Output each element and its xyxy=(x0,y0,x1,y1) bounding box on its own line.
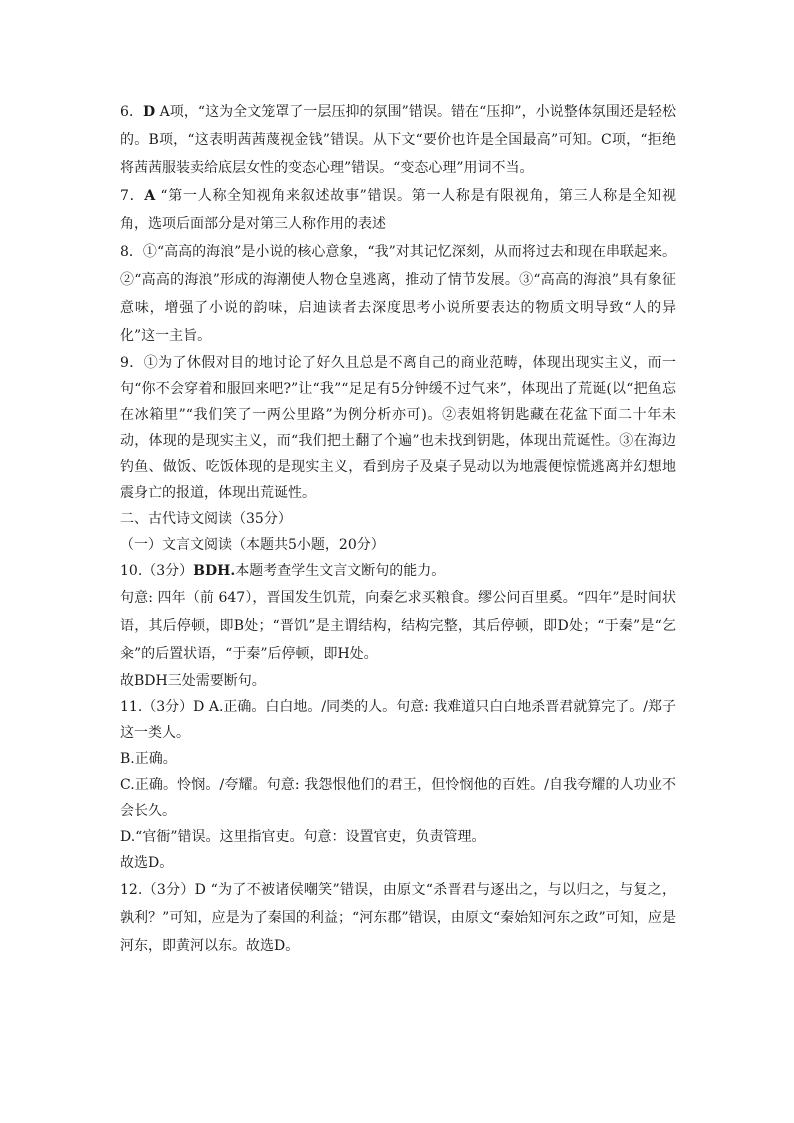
answer-11-b: B.正确。 xyxy=(120,751,177,767)
answer-8: 8．①“高高的海浪”是小说的核心意象，“我”对其记忆深刻，从而将过去和现在串联起来。②“高高的海浪”形成的海潮使人物仓皇逃离，推动了情节发展。③“高高的海浪”具有象征意味，增强了小说的韵味，启迪读者去深度思考小说所要表达的物质文明导致“人的异化”这一主旨。 xyxy=(120,244,676,344)
question-number: 7． xyxy=(120,188,145,204)
answer-11-a: 11.（3分）D A.正确。白白地。/同类的人。句意: 我难道只白白地杀晋君就算完了。/郑子这一类人。 xyxy=(120,699,677,741)
answer-explanation: 本题考查学生文言文断句的能力。 xyxy=(235,563,446,579)
answer-content xyxy=(120,98,676,960)
answer-explanation: A项，“这为全文笼罩了一层压抑的氛围”错误。错在“压抑”，小说整体氛围还是轻松的。B项，“这表明茜茜蔑视金钱”错误。从下文“要价也许是全国最高”可知。C项，“拒绝将茜茜服装卖给底层女性的变态心理”错误。“变态心理”用词不当。 xyxy=(120,104,676,176)
subsection-title: （一）文言文阅读（本题共5小题，20分） xyxy=(120,537,385,553)
answer-10-conclusion: 故BDH三处需要断句。 xyxy=(120,673,266,689)
answer-9: 9．①为了休假对目的地讨论了好久且总是不离自己的商业范畴，体现出现实主义，而一句“你不会穿着和服回来吧?”让“我”“足足有5分钟缓不过气来”，体现出了荒诞(以“把鱼忘在冰箱里”“我们笑了一两公里路”为例分析亦可)。②表姐将钥匙藏在花盆下面二十年未动，体现的是现实主义，而“我们把土翻了个遍”也未找到钥匙，体现出荒诞性。③在海边钓鱼、做饭、吃饭体现的是现实主义，看到房子及桌子晃动以为地震便惊慌逃离并幻想地震身亡的报道，体现出荒诞性。 xyxy=(120,355,676,501)
answer-6 xyxy=(120,98,676,182)
answer-explanation: “第一人称全知视角来叙述故事”错误。第一人称是有限视角，第三人称是全知视角，选项后面部分是对第三人称作用的表述 xyxy=(120,188,676,232)
answer-7 xyxy=(120,182,676,238)
question-number: 10.（3分） xyxy=(120,563,194,579)
section-title: 二、古代诗文阅读（35分） xyxy=(120,511,292,527)
answer-10-body: 句意: 四年（前 647），晋国发生饥荒，向秦乞求买粮食。缪公问百里奚。“四年”是时间状语，其后停顿，即B处；“晋饥”是主谓结构，结构完整，其后停顿，即D处；“于秦”是“乞籴”的后置状语，“于秦”后停顿，即H处。 xyxy=(120,590,676,662)
answer-11-d: D.“官衙”错误。这里指官吏。句意：设置官吏，负责管理。 xyxy=(120,829,486,845)
answer-11-c: C.正确。怜悯。/夸耀。句意: 我怨恨他们的君王，但怜悯他的百姓。/自我夸耀的人功业不会长久。 xyxy=(120,777,676,819)
answer-12: 12.（3分）D “为了不被诸侯嘲笑”错误，由原文“杀晋君与逐出之，与以归之，与复之，孰利？”可知，应是为了秦国的利益；“河东郡”错误，由原文“秦始知河东之政”可知，应是河东，即黄河以东。故选D。 xyxy=(120,882,676,954)
question-number: 6． xyxy=(120,104,143,120)
answer-11-conclusion: 故选D。 xyxy=(120,855,174,871)
answer-letter: BDH. xyxy=(193,563,236,579)
answer-10-heading xyxy=(120,558,676,584)
answer-letter: D xyxy=(143,104,156,120)
answer-letter: A xyxy=(144,188,156,204)
